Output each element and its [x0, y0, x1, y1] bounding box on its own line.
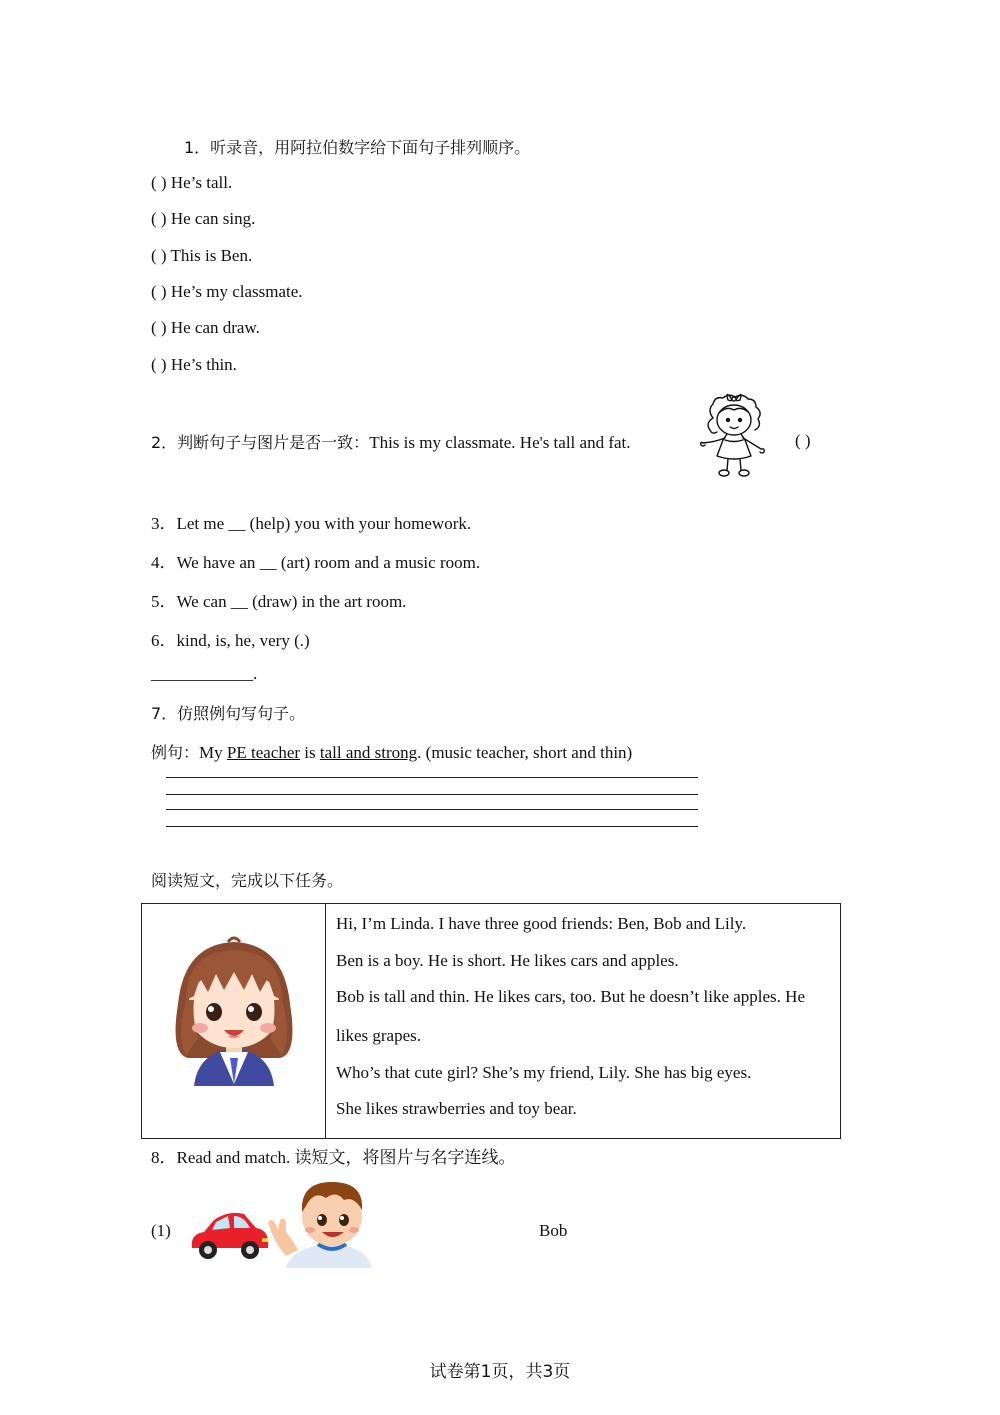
reading-passage: [326, 904, 841, 1139]
q8-name[interactable]: Bob: [539, 1221, 568, 1240]
q2-line: [151, 430, 631, 453]
answer-bracket[interactable]: ( ): [151, 209, 167, 228]
answer-bracket[interactable]: ( ): [151, 318, 167, 337]
answer-bracket[interactable]: ( ): [151, 246, 167, 265]
q3-sentence: 3．Let me __ (help) you with your homework.: [151, 514, 472, 533]
answer-bracket[interactable]: ( ): [151, 173, 167, 192]
reading-instruction: 阅读短文，完成以下任务。: [151, 871, 344, 890]
q7-title: 7．仿照例句写句子。: [151, 704, 306, 723]
q2-sentence: This is my classmate. He's tall and fat.: [369, 433, 631, 452]
reading-picture-cell: [142, 904, 326, 1139]
sentence: He can sing.: [170, 209, 256, 228]
boy-with-car-image: [186, 1176, 376, 1268]
q1-title: 1．听录音，用阿拉伯数字给下面句子排列顺序。: [184, 138, 531, 157]
passage-line: Ben is a boy. He is short. He likes cars and apples.: [336, 951, 679, 970]
q1-item: [151, 246, 252, 266]
q1-item: [151, 355, 237, 375]
passage-line: Who’s that cute girl? She’s my friend, Lily. She has big eyes.: [336, 1063, 752, 1082]
q5-sentence: 5．We can __ (draw) in the art room.: [151, 592, 407, 611]
q6-answer-blank[interactable]: ____________.: [151, 664, 258, 683]
example-word: is: [304, 743, 316, 762]
sentence: He’s tall.: [170, 173, 233, 192]
passage-line: She likes strawberries and toy bear.: [336, 1099, 577, 1118]
writing-line[interactable]: [166, 826, 698, 827]
q6-prompt: 6．kind, is, he, very (.): [151, 631, 310, 650]
q2-answer-bracket[interactable]: ( ): [795, 431, 811, 450]
writing-line[interactable]: [166, 777, 698, 778]
writing-line[interactable]: [166, 794, 698, 795]
sentence: This is Ben.: [170, 246, 253, 265]
example-subject: PE teacher: [226, 743, 301, 762]
example-predicate: tall and strong: [319, 743, 418, 762]
q4-sentence: 4．We have an __ (art) room and a music room.: [151, 553, 481, 572]
reading-table: [141, 903, 841, 1139]
example-word: My: [199, 743, 223, 762]
answer-bracket[interactable]: ( ): [151, 282, 167, 301]
q1-item: [151, 318, 260, 338]
q1-item: [151, 209, 255, 229]
passage-line: Bob is tall and thin. He likes cars, too. But he doesn’t like apples. He: [336, 987, 805, 1006]
sentence: He’s thin.: [170, 355, 237, 374]
q8-title: 8．Read and match. 读短文，将图片与名字连线。: [151, 1148, 516, 1167]
q1-item: [151, 282, 303, 302]
sentence: He’s my classmate.: [170, 282, 303, 301]
page-footer: [0, 1357, 1000, 1382]
q8-item-label: (1): [151, 1221, 171, 1240]
sentence: He can draw.: [170, 318, 260, 337]
girl-line-drawing: [697, 388, 771, 480]
passage-line: Hi, I’m Linda. I have three good friends: Ben, Bob and Lily.: [336, 914, 747, 933]
writing-line[interactable]: [166, 809, 698, 810]
linda-cartoon-image: [164, 934, 304, 1086]
example-label: 例句：: [151, 743, 200, 762]
q2-prefix: 2．判断句子与图片是否一致：: [151, 433, 370, 452]
q7-example: [151, 740, 632, 763]
example-hint: . (music teacher, short and thin): [417, 743, 633, 762]
q1-item: [151, 173, 232, 193]
page-number: 试卷第1页，共3页: [429, 1362, 571, 1382]
passage-line: likes grapes.: [336, 1026, 421, 1045]
answer-bracket[interactable]: ( ): [151, 355, 167, 374]
